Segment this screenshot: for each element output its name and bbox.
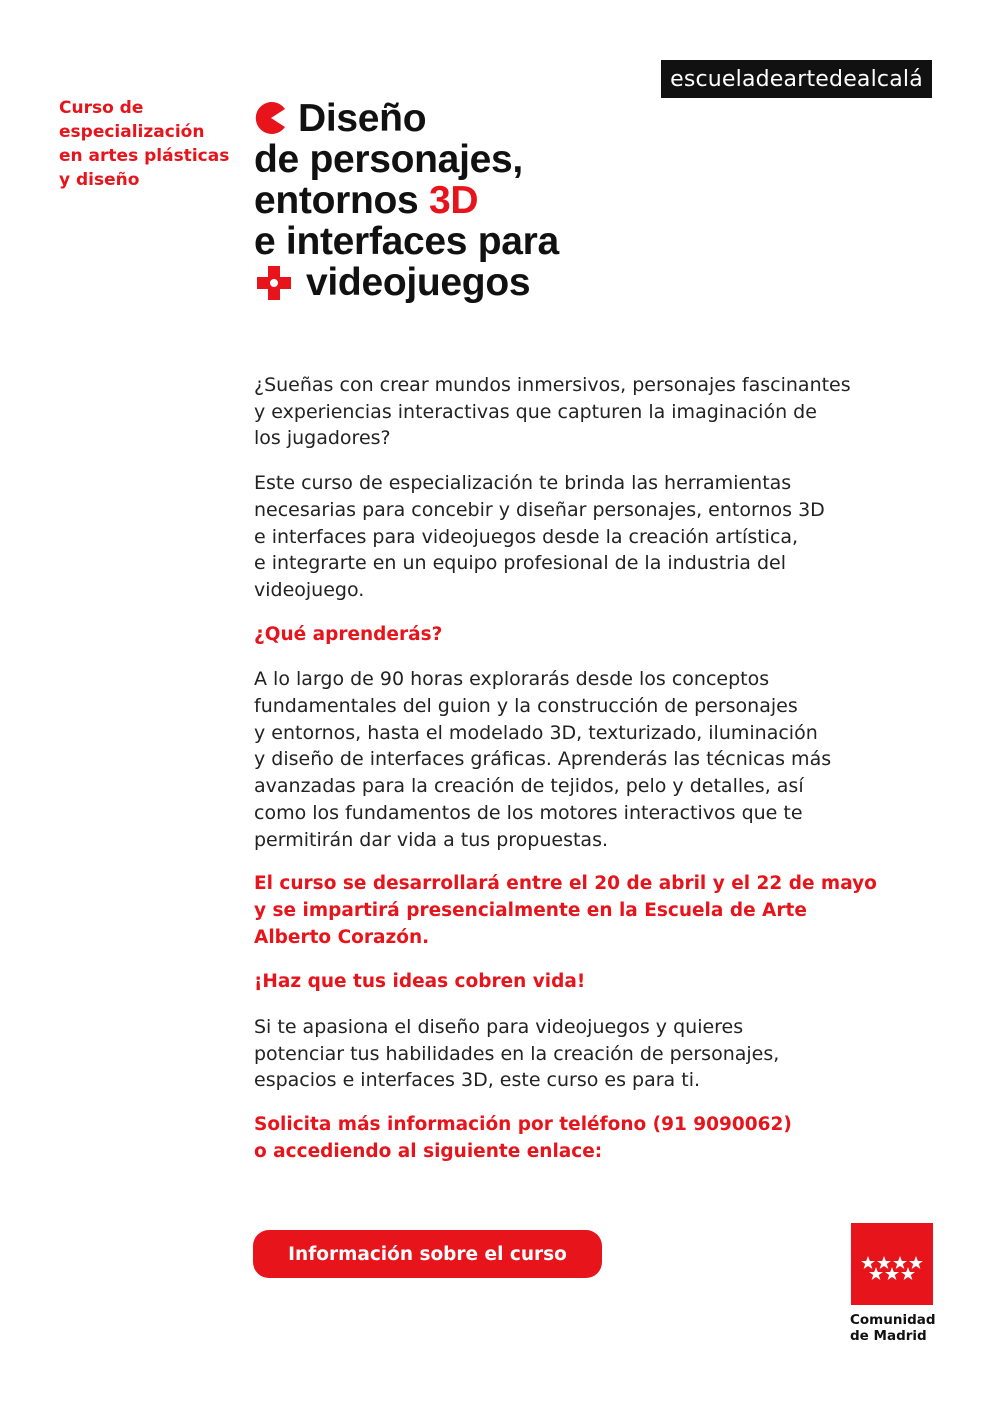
text-line: e interfaces para videojuegos desde la creación artística,: [254, 525, 799, 548]
text-line: El curso se desarrollará entre el 20 de abril y el 22 de mayo: [254, 873, 877, 895]
text-line: Alberto Corazón.: [254, 926, 430, 948]
text-line: videojuego.: [254, 578, 365, 601]
brand-tag: escueladeartedealcalá: [661, 60, 932, 98]
course-type-line: Curso de: [59, 98, 144, 118]
title-3d-accent: 3D: [428, 179, 479, 222]
title-line-4: e interfaces para: [254, 220, 559, 263]
course-type-line: y diseño: [59, 170, 140, 190]
title-line-5: [254, 262, 944, 303]
learn-heading: ¿Qué aprenderás?: [254, 623, 443, 645]
text-line: fundamentales del guion y la construcción de personajes: [254, 695, 798, 718]
course-info-button[interactable]: Información sobre el curso: [253, 1230, 602, 1278]
text-line: avanzadas para la creación de tejidos, pelo y detalles, así: [254, 775, 804, 798]
learn-paragraph: [254, 666, 934, 853]
text-line: o accediendo al siguiente enlace:: [254, 1140, 603, 1162]
text-line: Este curso de especialización te brinda las herramientas: [254, 472, 792, 495]
body-content: [254, 372, 934, 1184]
motto-heading: ¡Haz que tus ideas cobren vida!: [254, 971, 586, 993]
title-text-3a: entornos: [254, 179, 429, 222]
text-line: e integrarte en un equipo profesional de la industria del: [254, 552, 786, 575]
text-line: los jugadores?: [254, 427, 391, 450]
page-title: [254, 98, 944, 303]
text-line: Si te apasiona el diseño para videojuegos y quieres: [254, 1016, 744, 1039]
text-line: potenciar tus habilidades en la creación de personajes,: [254, 1042, 780, 1065]
course-type-label: [59, 96, 249, 192]
course-type-line: especialización: [59, 122, 205, 142]
text-line: espacios e interfaces 3D, este curso es para ti.: [254, 1069, 701, 1092]
intro-paragraph: [254, 372, 934, 452]
text-line: y experiencias interactivas que capturen la imaginación de: [254, 400, 817, 423]
title-text-1: Diseño: [298, 97, 427, 140]
closing-paragraph: [254, 1014, 934, 1094]
text-line: y entornos, hasta el modelado 3D, texturizado, iluminación: [254, 721, 818, 744]
stars-icon: [851, 1223, 933, 1305]
comunidad-madrid-text: [850, 1312, 950, 1344]
logo-line: Comunidad: [850, 1312, 936, 1328]
title-line-2: de personajes,: [254, 138, 523, 181]
logo-line: de Madrid: [850, 1328, 927, 1344]
pacman-icon: [254, 101, 288, 135]
schedule-paragraph: [254, 871, 934, 951]
text-line: necesarias para concebir y diseñar personajes, entornos 3D: [254, 498, 825, 521]
text-line: A lo largo de 90 horas explorarás desde los conceptos: [254, 668, 770, 691]
comunidad-madrid-logo: [851, 1223, 933, 1305]
description-paragraph: [254, 470, 934, 604]
title-line-3: [254, 180, 944, 221]
text-line: y diseño de interfaces gráficas. Aprenderás las técnicas más: [254, 748, 832, 771]
title-line-1: [254, 98, 944, 139]
text-line: y se impartirá presencialmente en la Escuela de Arte: [254, 899, 807, 921]
dpad-plus-icon: [254, 263, 294, 303]
title-text-5: videojuegos: [306, 261, 531, 304]
text-line: Solicita más información por teléfono (91 9090062): [254, 1114, 792, 1136]
course-type-line: en artes plásticas: [59, 146, 230, 166]
contact-paragraph: [254, 1112, 934, 1165]
text-line: como los fundamentos de los motores interactivos que te: [254, 801, 803, 824]
text-line: ¿Sueñas con crear mundos inmersivos, personajes fascinantes: [254, 374, 851, 396]
text-line: permitirán dar vida a tus propuestas.: [254, 828, 609, 851]
